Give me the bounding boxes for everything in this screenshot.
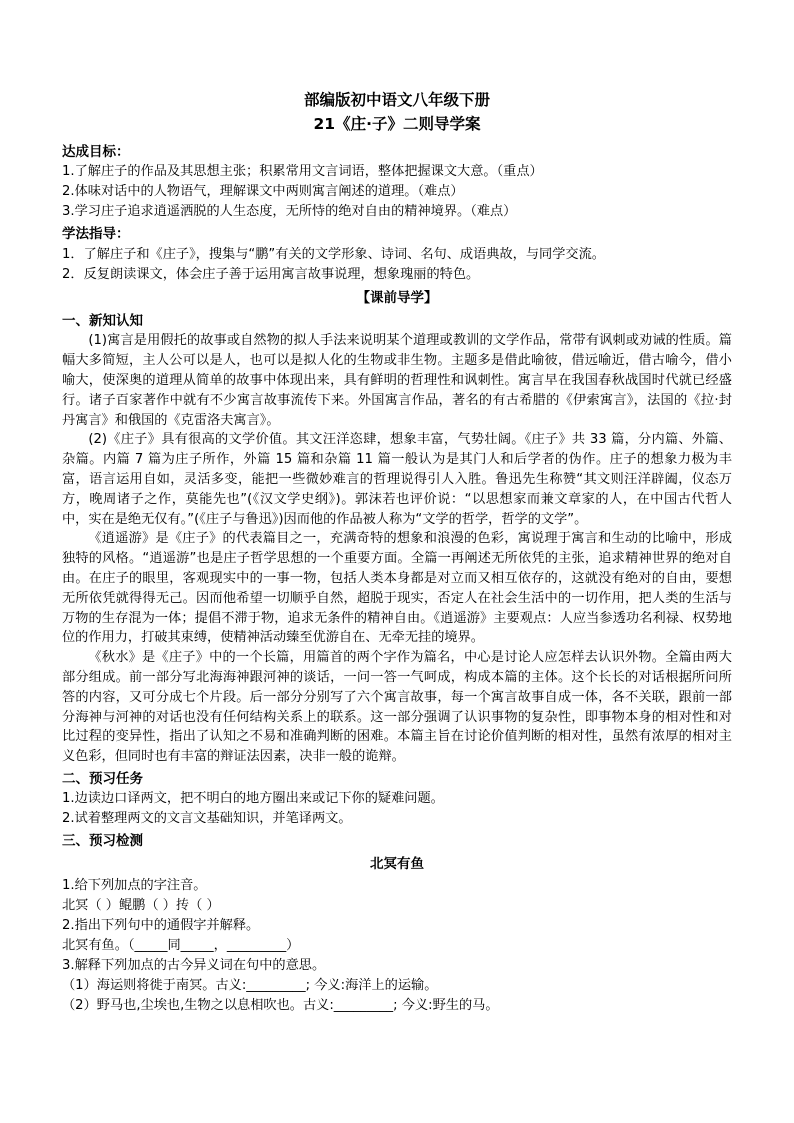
title-line-2: 21《庄·子》二则导学案 — [313, 115, 481, 134]
section-1-heading: 一、新知认知 — [62, 313, 143, 330]
section-2-item-2: 2.试着整理两文的文言文基础知识，并笔译两文。 — [62, 811, 352, 827]
section-3-heading: 三、预习检测 — [62, 833, 143, 850]
section-1-paragraph-4: 《秋水》是《庄子》中的一个长篇，用篇首的两个字作为篇名，中心是讨论人应怎样去认识外物。全篇由两大部分组成。前一部分写北海海神跟河神的谈话，一问一答一气呵成，构成本篇的主体。这个长长的对话根据所问所答的内容，又可分成七个片段。后一部分分别写了六个寓言故事，每一个寓言故事自成一体，各不关联，跟前一部分海神与河神的对话也没有任何结构关系上的联系。这一部分强调了认识事物的复杂性，即事物本身的相对性和对比过程的变异性，指出了认知之不易和准确判断的困难。本篇主旨在讨论价值判断的相对性，虽然有浓厚的相对主义色彩，但同时也有丰富的辩证法因素，决非一般的诡辩。 — [62, 650, 732, 765]
section-3-item-1: 1.给下列加点的字注音。 — [62, 877, 207, 893]
goal-item-1: 1.了解庄子的作品及其思想主张；积累常用文言词语，整体把握课文大意。（重点） — [62, 164, 543, 180]
section-1-paragraph-3: 《逍遥游》是《庄子》的代表篇目之一，充满奇特的想象和浪漫的色彩，寓说理于寓言和生动的比喻中，形成独特的风格。“逍遥游”也是庄子哲学思想的一个重要方面。全篇一再阐述无所依凭的主张，追求精神世界的绝对自由。在庄子的眼里，客观现实中的一事一物，包括人类本身都是对立而又相互依存的，这就没有绝对的自由，要想无所依凭就得得无己。因而他希望一切顺乎自然，超脱于现实，否定人在社会生活中的一切作用，把人类的生活与万物的生存混为一体；提倡不滞于物，追求无条件的精神自由。《逍遥游》主要观点：人应当参透功名利禄、权势地位的作用力，打破其束缚，使精神活动臻至优游自在、无牵无挂的境界。 — [62, 531, 732, 646]
section-3-item-7: （2）野马也,尘埃也,生物之以息相吹也。古义:_________; 今义:野生的马。 — [62, 998, 499, 1014]
method-heading: 学法指导： — [62, 226, 130, 243]
section-3-item-4: 北冥有鱼。（_____同_____，_________） — [62, 938, 300, 954]
section-1-paragraph-1: (1)寓言是用假托的故事或自然物的拟人手法来说明某个道理或教训的文学作品，常带有讽刺或劝诫的性质。篇幅大多简短，主人公可以是人，也可以是拟人化的生物或非生物。主题多是借此喻彼，借远喻近，借古喻今，借小喻大，使深奥的道理从简单的故事中体现出来，具有鲜明的哲理性和讽刺性。寓言早在我国春秋战国时代就已经盛行。诸子百家著作中就有不少寓言故事流传下来。外国寓言作品，著名的有古希腊的《伊索寓言》，法国的《拉·封丹寓言》和俄国的《克雷洛夫寓言》。 — [62, 333, 732, 428]
section-2-heading: 二、预习任务 — [62, 771, 143, 787]
section-3-item-6: （1）海运则将徙于南冥。古义:_________; 今义:海洋上的运输。 — [62, 978, 438, 994]
goal-item-3: 3.学习庄子追求逍遥洒脱的人生态度，无所恃的绝对自由的精神境界。（难点） — [62, 204, 517, 220]
section-3-item-3: 2.指出下列句中的通假字并解释。 — [62, 918, 260, 934]
section-2-item-1: 1.边读边口译两文，把不明白的地方圈出来或记下你的疑难问题。 — [62, 791, 444, 807]
goals-heading: 达成目标： — [62, 144, 130, 161]
section-3-subtitle: 北冥有鱼 — [370, 855, 424, 872]
document-title — [62, 88, 732, 136]
section-1-paragraph-2: (2)《庄子》具有很高的文学价值。其文汪洋恣肆，想象丰富，气势壮阔。《庄子》共 33 篇，分内篇、外篇、杂篇。内篇 7 篇为庄子所作，外篇 15 篇和杂篇 11 篇一般认为是其门人和后学者的伪作。庄子的想象力极为丰富，语言运用自如，灵活多变，能把一些微妙难言的哲理说得引人入胜。鲁迅先生称赞“其文则汪洋辟阖，仪态万方，晚周诸子之作，莫能先也”(《汉文学史纲》)。郭沫若也评价说：“以思想家而兼文章家的人，在中国古代哲人中，实在是绝无仅有。”(《庄子与鲁迅》)因而他的作品被人称为“文学的哲学，哲学的文学”。 — [62, 432, 732, 527]
section-3-item-5: 3.解释下列加点的古今异义词在句中的意思。 — [62, 958, 326, 974]
guide-banner: 【课前导学】 — [356, 289, 438, 306]
section-3-item-2: 北冥（ ）鲲鹏（ ）抟（ ） — [62, 897, 220, 913]
title-line-1: 部编版初中语文八年级下册 — [303, 91, 490, 109]
method-item-1: 1．了解庄子和《庄子》，搜集与“鹏”有关的文学形象、诗词、名句、成语典故，与同学交流。 — [62, 246, 605, 262]
method-item-2: 2．反复朗读课文，体会庄子善于运用寓言故事说理，想象瑰丽的特色。 — [62, 267, 480, 283]
goal-item-2: 2.体味对话中的人物语气，理解课文中两则寓言阐述的道理。（难点） — [62, 184, 464, 200]
